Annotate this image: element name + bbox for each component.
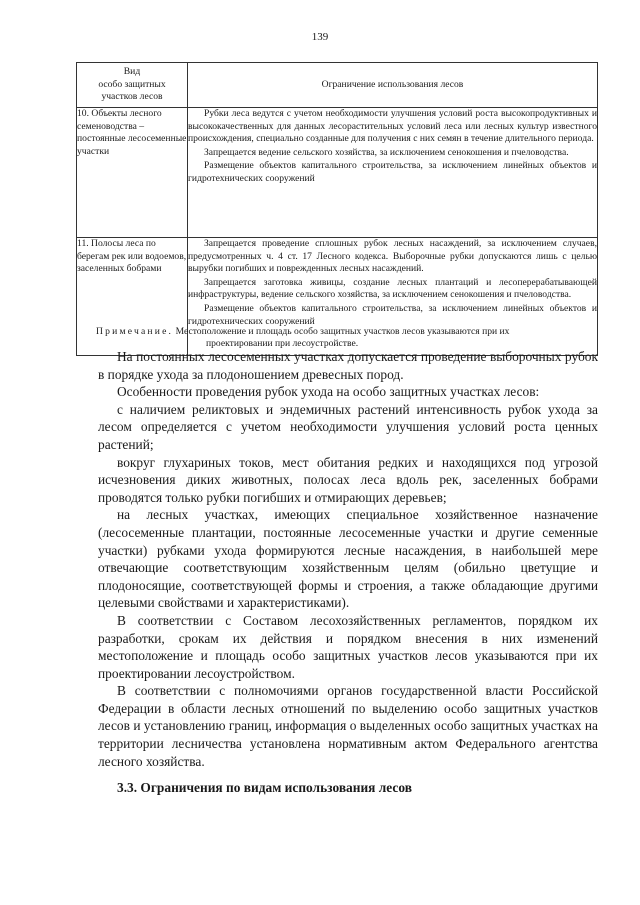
body-paragraph-4: вокруг глухариных токов, мест обитания редких и находящихся под угрозой исчезновения диких животных, полосах леса вдоль рек, заселенных бобрами проводятся только рубки погибших и отмирающих деревьев;: [98, 454, 598, 505]
note-line-1: [96, 326, 596, 338]
row-11-paragraph-3: Размещение объектов капитального строительства, за исключением линейных объектов и гидротехнических сооружений: [188, 302, 597, 327]
row-11-paragraph-1: Запрещается проведение сплошных рубок лесных насаждений, за исключением случаев, предусмотренных ч. 4 ст. 17 Лесного кодекса. Выборочные рубки допускаются лишь с целью вырубки погибших и поврежденных лесных насаждений.: [188, 238, 597, 275]
table-row: [77, 108, 598, 238]
row-10-paragraph-1: Рубки леса ведутся с учетом необходимости улучшения условий роста высокопродуктивных и высококачественных для данных лесорастительных условий леса или лесных культур известного происхождения, специально созданные для получения с них семян в течение длительного периода.: [188, 108, 597, 145]
header-protected-area-type: Вид особо защитных участков лесов: [77, 63, 188, 108]
note-text-1: Местоположение и площадь особо защитных участков лесов указываются при их: [175, 326, 510, 337]
restrictions-table: [76, 62, 598, 356]
note-label: Примечание.: [96, 326, 174, 337]
row-10-restrictions: [188, 108, 598, 238]
row-11-type: 11. Полосы леса по берегам рек или водоемов, заселенных бобрами: [77, 238, 188, 356]
body-paragraph-2: Особенности проведения рубок ухода на особо защитных участках лесов:: [117, 384, 540, 400]
body-text: [98, 348, 598, 770]
note-line-2: проектировании при лесоустройстве.: [206, 338, 359, 349]
row-10-paragraph-3: Размещение объектов капитального строительства, за исключением линейных объектов и гидротехнических сооружений: [188, 160, 597, 184]
body-paragraph-7: В соответствии с полномочиями органов государственной власти Российской Федерации в области лесных отношений по выделению особо защитных участков лесов и установлению границ, информация о выделенных особо защитных участках на территории лесничества установлена нормативным актом Федерального агентства лесного хозяйства.: [98, 683, 598, 769]
body-paragraph-6: В соответствии с Составом лесохозяйственных регламентов, порядком их разработки, срокам их действия и порядком внесения в них изменений местоположение и площадь особо защитных участков лесов указываются при их проектировании лесоустройством.: [98, 612, 598, 681]
header-forest-use-restriction: Ограничение использования лесов: [188, 63, 598, 108]
section-heading: 3.3. Ограничения по видам использования лесов: [117, 780, 412, 795]
body-paragraph-3: с наличием реликтовых и эндемичных растений интенсивность рубок ухода за лесом определяется с учетом необходимости улучшения условий роста ценных растений;: [98, 401, 598, 452]
page-number: 139: [311, 31, 329, 43]
row-10-type: 10. Объекты лесного семеноводства – постоянные лесосеменные участки: [77, 108, 188, 238]
body-paragraph-5: на лесных участках, имеющих специальное хозяйственное назначение (лесосеменные плантации, постоянные лесосеменные участки и другие семенные участки) рубками ухода формируются лесные насаждения, в наибольшей мере отвечающие соответствующим хозяйственным целям (обильно цветущие и плодоносящие, соответствующей формы и строения, а также обладающие другими целевыми свойствами и характеристиками).: [98, 507, 598, 611]
table-header-row: [77, 63, 598, 108]
row-11-paragraph-2: Запрещается заготовка живицы, создание лесных плантаций и лесоперерабатывающей инфраструктуры, ведение сельского хозяйства, за исключением сенокошения и пчеловодства.: [188, 276, 597, 301]
table-note: [96, 326, 596, 350]
row-10-paragraph-2: Запрещается ведение сельского хозяйства, за исключением сенокошения и пчеловодства.: [204, 146, 569, 158]
body-paragraph-1: На постоянных лесосеменных участках допускается проведение выборочных рубок в порядке ухода за плодоношением древесных пород.: [98, 349, 598, 382]
